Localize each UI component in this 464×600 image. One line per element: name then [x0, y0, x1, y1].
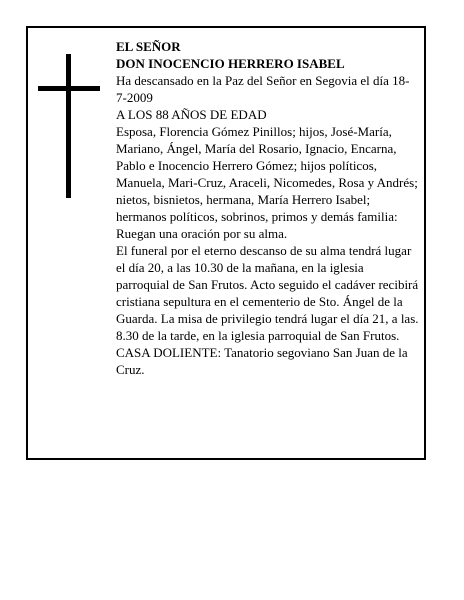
family-list: Esposa, Florencia Gómez Pinillos; hijos, José-María, Mariano, Ángel, María del Rosario, Ignacio, Encarna, Pablo e Inocencio Herrero Gómez; hijos políticos, Manuela, Mari-Cruz, Araceli, Nicomedes, Rosa y Andrés; nietos, bisnietos, hermana, María Herrero Isabel; hermanos políticos, sobrinos, primos y demás familia: — [116, 124, 418, 224]
prayer-request: Ruegan una oración por su alma. — [116, 226, 288, 241]
mourning-house: CASA DOLIENTE: Tanatorio segoviano San Juan de la Cruz. — [116, 345, 408, 377]
death-statement: Ha descansado en la Paz del Señor en Segovia el día 18-7-2009 — [116, 73, 410, 105]
funeral-details: El funeral por el eterno descanso de su alma tendrá lugar el día 20, a las 10.30 de la mañana, en la iglesia parroquial de San Frutos. Acto seguido el cadáver recibirá cristiana sepultura en el cementerio de Sto. Ángel de la Guarda. La misa de privilegio tendrá lugar el día 21, a las. 8.30 de la tarde, en la iglesia parroquial de San Frutos. — [116, 243, 419, 343]
title-line-1: EL SEÑOR — [116, 39, 181, 54]
deceased-name: DON INOCENCIO HERRERO ISABEL — [116, 56, 345, 71]
age-line: A LOS 88 AÑOS DE EDAD — [116, 107, 267, 122]
obituary-notice — [26, 26, 426, 460]
obituary-text — [116, 38, 420, 378]
cross-horizontal-bar — [38, 86, 100, 91]
cross-vertical-bar — [66, 54, 71, 198]
cross-icon — [38, 54, 102, 198]
